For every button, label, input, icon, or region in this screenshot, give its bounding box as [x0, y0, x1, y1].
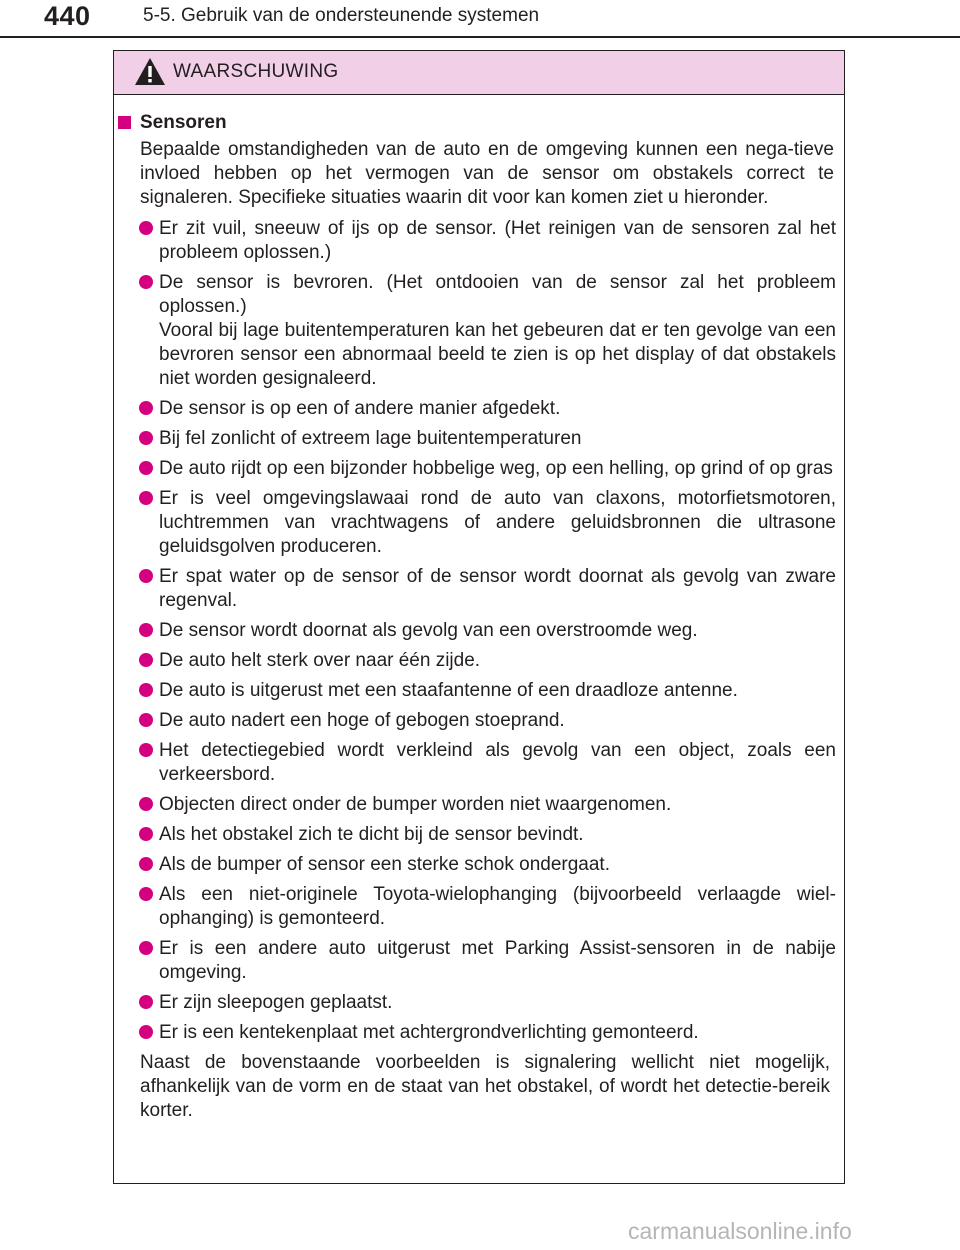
warning-title: WAARSCHUWING — [173, 61, 339, 82]
section-title: 5-5. Gebruik van de ondersteunende systemen — [143, 5, 540, 26]
round-bullet-icon — [139, 221, 153, 235]
list-item-text: Als het obstakel zich te dicht bij de sensor bevindt. — [159, 824, 584, 845]
warning-content — [114, 111, 844, 1123]
round-bullet-icon — [139, 1025, 153, 1039]
list-item-text: Er zijn sleepogen geplaatst. — [159, 992, 393, 1013]
list-item — [114, 823, 844, 847]
round-bullet-icon — [139, 623, 153, 637]
list-item — [114, 937, 844, 985]
page-number: 440 — [44, 1, 91, 31]
round-bullet-icon — [139, 653, 153, 667]
list-item-text: Als een niet-originele Toyota-wielophanging (bijvoorbeeld verlaagde wiel-ophanging) is gemonteerd. — [159, 884, 836, 929]
round-bullet-icon — [139, 461, 153, 475]
list-item — [114, 619, 844, 643]
list-item-text: De auto nadert een hoge of gebogen stoeprand. — [159, 710, 565, 731]
watermark: carmanualsonline.info — [628, 1218, 852, 1244]
list-item — [114, 883, 844, 931]
closing-paragraph: Naast de bovenstaande voorbeelden is signalering wellicht niet mogelijk, afhankelijk van de vorm en de staat van het obstakel, of wordt het detectie-bereik korter. — [140, 1052, 830, 1121]
list-item-text: Objecten direct onder de bumper worden niet waargenomen. — [159, 794, 672, 815]
list-item-text: De sensor is bevroren. (Het ontdooien van de sensor zal het probleem oplossen.) — [159, 272, 836, 317]
list-item-text: De sensor is op een of andere manier afgedekt. — [159, 398, 561, 419]
list-item — [114, 457, 844, 481]
section-heading — [114, 111, 844, 135]
list-item-text: Bij fel zonlicht of extreem lage buitentemperaturen — [159, 428, 582, 449]
list-item — [114, 397, 844, 421]
list-item-text: De auto is uitgerust met een staafantenne of een draadloze antenne. — [159, 680, 738, 701]
list-item — [114, 427, 844, 451]
header-divider — [0, 36, 960, 38]
round-bullet-icon — [139, 941, 153, 955]
warning-box — [113, 50, 845, 1184]
round-bullet-icon — [139, 401, 153, 415]
list-item — [114, 271, 844, 391]
round-bullet-icon — [139, 431, 153, 445]
list-item-text: De auto rijdt op een bijzonder hobbelige weg, op een helling, op grind of op gras — [159, 458, 833, 479]
warning-header — [114, 51, 844, 95]
list-item-text: Het detectiegebied wordt verkleind als gevolg van een object, zoals een verkeersbord. — [159, 740, 836, 785]
round-bullet-icon — [139, 275, 153, 289]
round-bullet-icon — [139, 743, 153, 757]
list-item-text: Als de bumper of sensor een sterke schok ondergaat. — [159, 854, 610, 875]
round-bullet-icon — [139, 857, 153, 871]
section-heading-text: Sensoren — [140, 112, 227, 133]
list-item — [114, 991, 844, 1015]
list-item-text: Er is een andere auto uitgerust met Parking Assist-sensoren in de nabije omgeving. — [159, 938, 836, 983]
round-bullet-icon — [139, 827, 153, 841]
round-bullet-icon — [139, 569, 153, 583]
round-bullet-icon — [139, 713, 153, 727]
list-item — [114, 679, 844, 703]
list-item-text: Er is veel omgevingslawaai rond de auto van claxons, motorfietsmotoren, luchtremmen van vrachtwagens of andere geluidsbronnen die ultrasone geluidsgolven produceren. — [159, 488, 836, 557]
square-bullet-icon — [118, 116, 131, 129]
list-item-text: Er spat water op de sensor of de sensor wordt doornat als gevolg van zware regenval. — [159, 566, 836, 611]
round-bullet-icon — [139, 995, 153, 1009]
list-item — [114, 853, 844, 877]
list-item — [114, 1021, 844, 1045]
list-item-text: De sensor wordt doornat als gevolg van een overstroomde weg. — [159, 620, 698, 641]
list-item — [114, 709, 844, 733]
round-bullet-icon — [139, 683, 153, 697]
page-header — [0, 0, 960, 40]
list-item-text: Er zit vuil, sneeuw of ijs op de sensor. (Het reinigen van de sensoren zal het probleem oplossen.) — [159, 218, 836, 263]
list-item-text: De auto helt sterk over naar één zijde. — [159, 650, 481, 671]
warning-triangle-icon — [134, 57, 166, 86]
list-item — [114, 793, 844, 817]
list-item-text: Er is een kentekenplaat met achtergrondverlichting gemonteerd. — [159, 1022, 699, 1043]
round-bullet-icon — [139, 491, 153, 505]
round-bullet-icon — [139, 797, 153, 811]
list-item — [114, 487, 844, 559]
round-bullet-icon — [139, 887, 153, 901]
list-item-text-continued: Vooral bij lage buitentemperaturen kan het gebeuren dat er ten gevolge van een bevroren sensor een abnormaal beeld te zien is op het display of dat obstakels niet worden gesignaleerd. — [159, 320, 836, 389]
list-item — [114, 565, 844, 613]
conditions-list — [114, 217, 844, 1045]
list-item — [114, 217, 844, 265]
list-item — [114, 739, 844, 787]
intro-paragraph: Bepaalde omstandigheden van de auto en de omgeving kunnen een nega-tieve invloed hebben op het vermogen van de sensor om obstakels correct te signaleren. Specifieke situaties waarin dit voor kan komen ziet u hieronder. — [140, 139, 834, 208]
list-item — [114, 649, 844, 673]
